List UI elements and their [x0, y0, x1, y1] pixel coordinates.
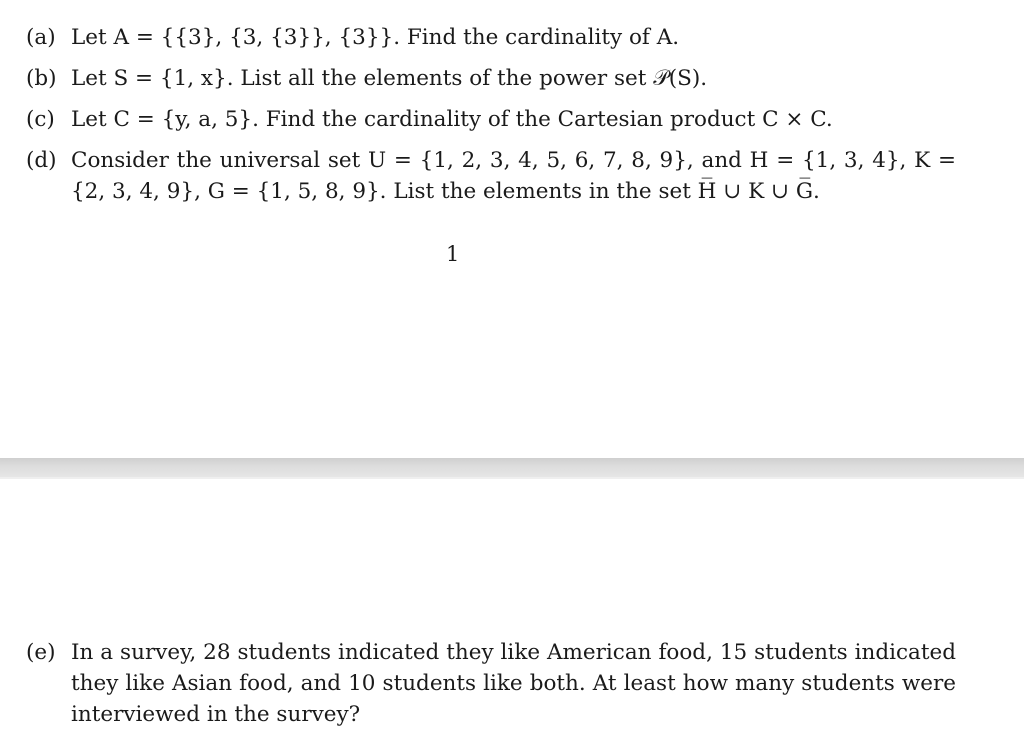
problem-a-label: (a) [26, 25, 56, 50]
problem-c-label: (c) [26, 107, 55, 132]
problem-c-text: Let C = {y, a, 5}. Find the cardinality of the Cartesian product C × C. [71, 107, 833, 132]
problem-d-text: Consider the universal set U = {1, 2, 3, 4, 5, 6, 7, 8, 9}, and H = {1, 3, 4}, K = {2, 3, 4, 9}, G = {1, 5, 8, 9}. List the elements in the set H̅ ∪ K ∪ G̅. [71, 148, 956, 204]
problem-b-text: Let S = {1, x}. List all the elements of the power set 𝒫(S). [71, 66, 708, 91]
problem-a-text: Let A = {{3}, {3, {3}}, {3}}. Find the cardinality of A. [71, 25, 680, 50]
page-number: 1 [446, 242, 460, 266]
problem-e-label: (e) [26, 640, 56, 665]
problem-d-label: (d) [26, 148, 57, 173]
problem-e-text: In a survey, 28 students indicated they like American food, 15 students indicated they like Asian food, and 10 students like both. At least how many students were interviewed in the survey? [71, 640, 956, 727]
page-break-divider [0, 458, 1024, 477]
problem-b-label: (b) [26, 66, 57, 91]
